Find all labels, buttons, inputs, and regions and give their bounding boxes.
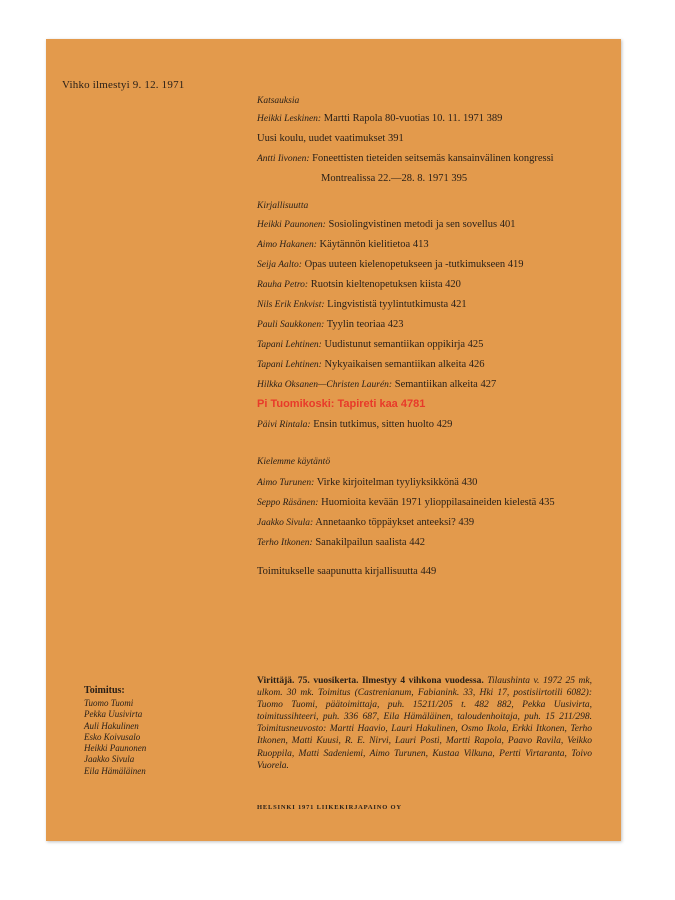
toc-entry <box>257 238 429 252</box>
printer-imprint: HELSINKI 1971 LIIKEKIRJAPAINO OY <box>257 804 402 811</box>
toc-entry <box>257 378 496 392</box>
issue-date: Vihko ilmestyi 9. 12. 1971 <box>62 79 185 91</box>
entry-continuation: Montrealissa 22.—28. 8. 1971 395 <box>321 173 468 184</box>
section-heading: Katsauksia <box>257 96 300 106</box>
entry-title: Opas uuteen kielenopetukseen ja -tutkimukseen 419 <box>304 259 524 270</box>
editorial-staff <box>84 685 204 777</box>
entry-author: Pauli Saukkonen: <box>257 320 325 330</box>
toc-entry <box>257 476 477 490</box>
staff-name: Pekka Uusivirta <box>84 709 143 720</box>
entry-author: Seija Aalto: <box>257 260 302 270</box>
entry-author: Rauha Petro: <box>257 280 309 290</box>
entry-title: Lingvististä tyylintutkimusta 421 <box>327 299 467 310</box>
entry-title: Martti Rapola 80-vuotias 10. 11. 1971 389 <box>323 113 503 124</box>
entry-author: Heikki Paunonen: <box>257 220 326 230</box>
toc-entry <box>257 258 524 272</box>
entry-author: Aimo Turunen: <box>257 478 315 488</box>
entry-title: Käytännön kielitietoa 413 <box>319 239 429 250</box>
toc-entry <box>257 358 485 372</box>
staff-name: Esko Koivusalo <box>84 731 141 742</box>
entry-author: Tapani Lehtinen: <box>257 360 322 370</box>
entry-title: Foneettisten tieteiden seitsemäs kansainvälinen kongressi <box>312 153 554 164</box>
staff-name: Jaakko Sivula <box>84 754 135 765</box>
staff-name: Tuomo Tuomi <box>84 698 134 708</box>
staff-name: Heikki Paunonen <box>84 743 147 754</box>
red-overprint-text: Pi Tuomikoski: Tapireti kaa 4781 <box>257 398 426 410</box>
entry-title: Sosiolingvistinen metodi ja sen sovellus 401 <box>328 219 516 230</box>
toc-entry <box>257 152 602 185</box>
entry-author: Seppo Räsänen: <box>257 498 319 508</box>
entry-title: Ensin tutkimus, sitten huolto 429 <box>313 419 453 430</box>
entry-author: Jaakko Sivula: <box>257 518 314 528</box>
entry-title: Uusi koulu, uudet vaatimukset 391 <box>257 133 404 144</box>
final-toc-line: Toimitukselle saapunutta kirjallisuutta 449 <box>257 566 437 577</box>
toc-entry <box>257 318 404 332</box>
toc-entry <box>257 496 555 510</box>
entry-title: Nykyaikaisen semantiikan alkeita 426 <box>324 359 485 370</box>
book-back-cover <box>46 39 621 841</box>
staff-name: Auli Hakulinen <box>84 720 139 731</box>
toc-entry <box>257 112 502 126</box>
staff-heading: Toimitus: <box>84 685 125 696</box>
entry-author: Antti Iivonen: <box>257 154 310 164</box>
colophon-lead: Virittäjä. 75. vuosikerta. Ilmestyy 4 vihkona vuodessa. <box>257 676 484 686</box>
colophon <box>257 675 592 772</box>
entry-title: Huomioita kevään 1971 ylioppilasaineiden kielestä 435 <box>321 497 555 508</box>
entry-title: Annetaanko töppäykset anteeksi? 439 <box>315 517 475 528</box>
entry-author: Tapani Lehtinen: <box>257 340 322 350</box>
section-heading: Kielemme käytäntö <box>257 457 331 467</box>
toc-entry <box>257 516 474 530</box>
entry-author: Hilkka Oksanen—Christen Laurén: <box>257 380 393 390</box>
entry-author: Terho Itkonen: <box>257 538 313 548</box>
entry-author: Päivi Rintala: <box>257 420 311 430</box>
entry-title: Virke kirjoitelman tyyliyksikkönä 430 <box>316 477 478 488</box>
toc-entry <box>257 536 425 550</box>
entry-title: Ruotsin kieltenopetuksen kiista 420 <box>310 279 461 290</box>
section-heading: Kirjallisuutta <box>257 201 309 211</box>
staff-name: Eila Hämäläinen <box>84 765 146 776</box>
toc-entry <box>257 218 515 232</box>
entry-title: Uudistunut semantiikan oppikirja 425 <box>324 339 484 350</box>
entry-title: Semantiikan alkeita 427 <box>394 379 497 390</box>
entry-author: Aimo Hakanen: <box>257 240 317 250</box>
toc-entry <box>257 338 483 352</box>
toc-entry <box>257 278 461 292</box>
toc-entry <box>257 298 467 312</box>
entry-title: Tyylin teoriaa 423 <box>326 319 404 330</box>
toc-entry <box>257 418 452 432</box>
entry-author: Heikki Leskinen: <box>257 114 322 124</box>
colophon-body: Tilaushinta v. 1972 25 mk, ulkom. 30 mk. Toimitus (Castrenianum, Fabianink. 33, Hki 17, postisiirtotili 6082): Tuomo Tuomi, päätoimittaja, puh. 15211/205 t. 482 882, Pekka Uusivirta, toimitussihteeri, puh. 336 687, Eila Hämäläinen, taloudenhoitaja, puh. 15 211/298. Toimitusneuvosto: Martti Haavio, Lauri Hakulinen, Osmo Ikola, Erkki Itkonen, Terho Itkonen, Matti Kuusi, R. E. Nirvi, Lauri Posti, Martti Rapola, Paavo Ravila, Veikko Ruoppila, Matti Sadeniemi, Aimo Turunen, Kustaa Vilkuna, Pertti Virtaranta, Toivo Vuorela. <box>257 676 592 771</box>
toc-entry-highlighted <box>257 398 425 411</box>
entry-title: Sanakilpailun saalista 442 <box>315 537 425 548</box>
toc-entry <box>257 132 404 145</box>
entry-author: Nils Erik Enkvist: <box>257 300 325 310</box>
